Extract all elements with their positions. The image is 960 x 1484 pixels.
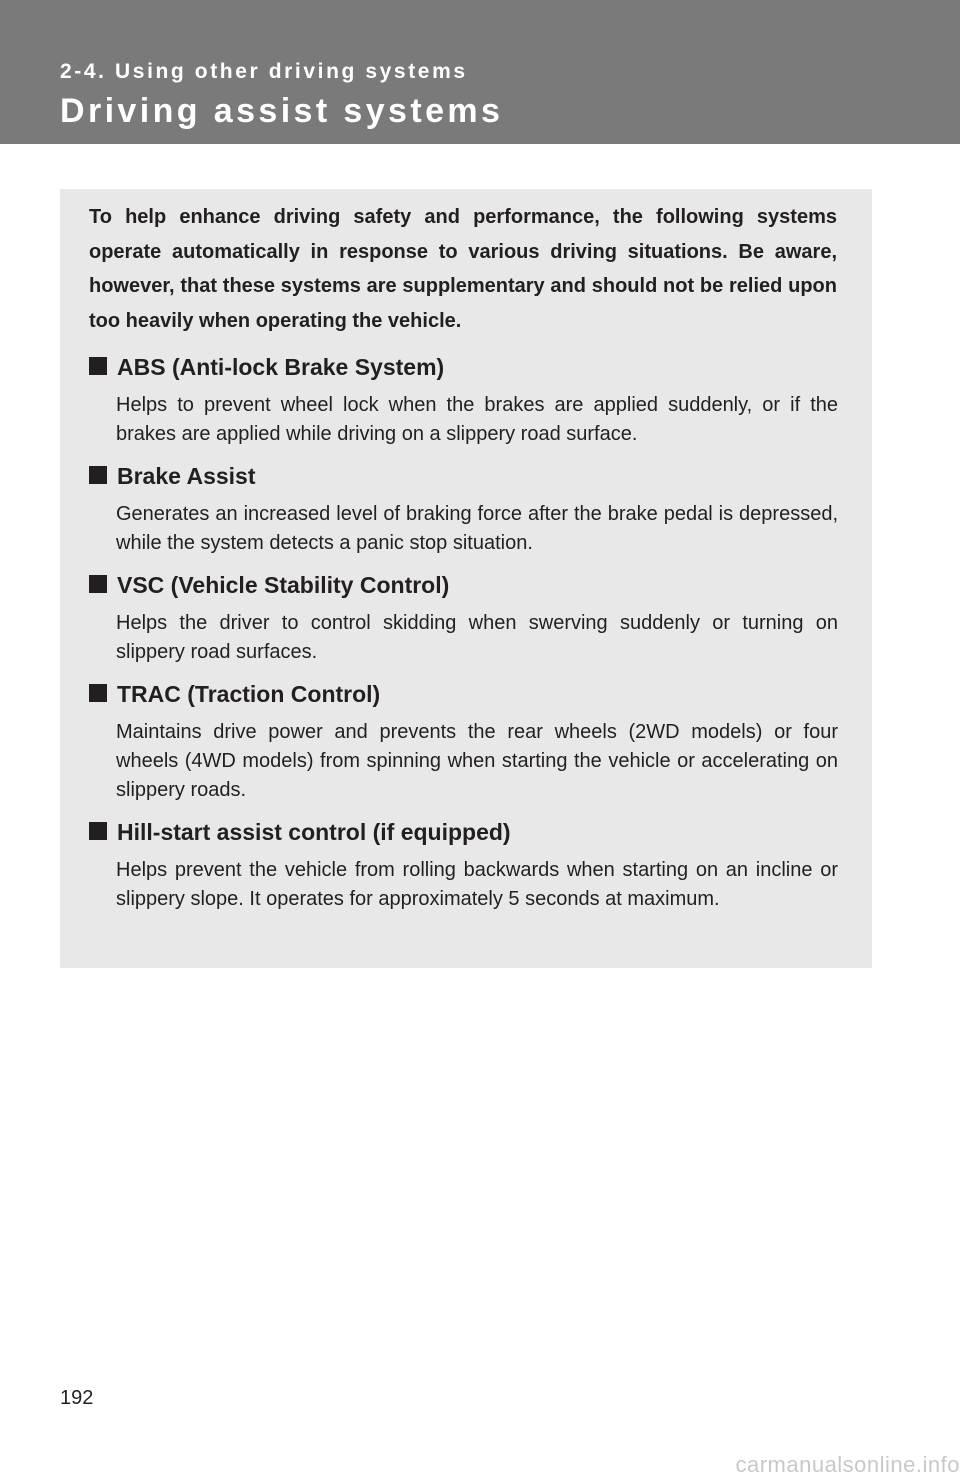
item-body-vsc: Helps the driver to control skidding when swerving suddenly or turning on slippery road surfaces.: [116, 612, 838, 663]
page-number: 192: [60, 1387, 94, 1409]
item-body-brake-assist: Generates an increased level of braking force after the brake pedal is depressed, while the system detects a panic stop situation.: [116, 503, 838, 554]
intro-paragraph: To help enhance driving safety and performance, the following systems operate automatically in response to various driving situations. Be aware, however, that these systems are supplementary and should not be relied upon too heavily when operating the vehicle.: [89, 206, 837, 332]
square-bullet-icon: [89, 575, 107, 593]
item-body-trac: Maintains drive power and prevents the rear wheels (2WD models) or four wheels (4WD models) from spinning when starting the vehicle or accelerating on slippery roads.: [116, 721, 838, 801]
square-bullet-icon: [89, 822, 107, 840]
item-heading-text: ABS (Anti-lock Brake System): [117, 354, 445, 380]
section-label: 2-4. Using other driving systems: [60, 60, 468, 83]
item-heading-abs: [89, 352, 849, 382]
square-bullet-icon: [89, 357, 107, 375]
item-heading-text: TRAC (Traction Control): [117, 681, 381, 707]
item-heading-text: Brake Assist: [117, 463, 256, 489]
item-body-hill-start: Helps prevent the vehicle from rolling backwards when starting on an incline or slippery slope. It operates for approximately 5 seconds at maximum.: [116, 859, 838, 910]
item-heading-vsc: [89, 570, 849, 600]
item-heading-brake-assist: [89, 461, 849, 491]
item-heading-hill-start: [89, 817, 849, 847]
square-bullet-icon: [89, 684, 107, 702]
watermark: carmanualsonline.info: [735, 1452, 960, 1477]
page-title: Driving assist systems: [60, 92, 504, 130]
item-heading-text: Hill-start assist control (if equipped): [117, 819, 511, 845]
item-heading-text: VSC (Vehicle Stability Control): [117, 572, 450, 598]
item-heading-trac: [89, 679, 849, 709]
square-bullet-icon: [89, 466, 107, 484]
item-body-abs: Helps to prevent wheel lock when the brakes are applied suddenly, or if the brakes are applied while driving on a slippery road surface.: [116, 394, 838, 445]
header-bar: [0, 0, 960, 144]
